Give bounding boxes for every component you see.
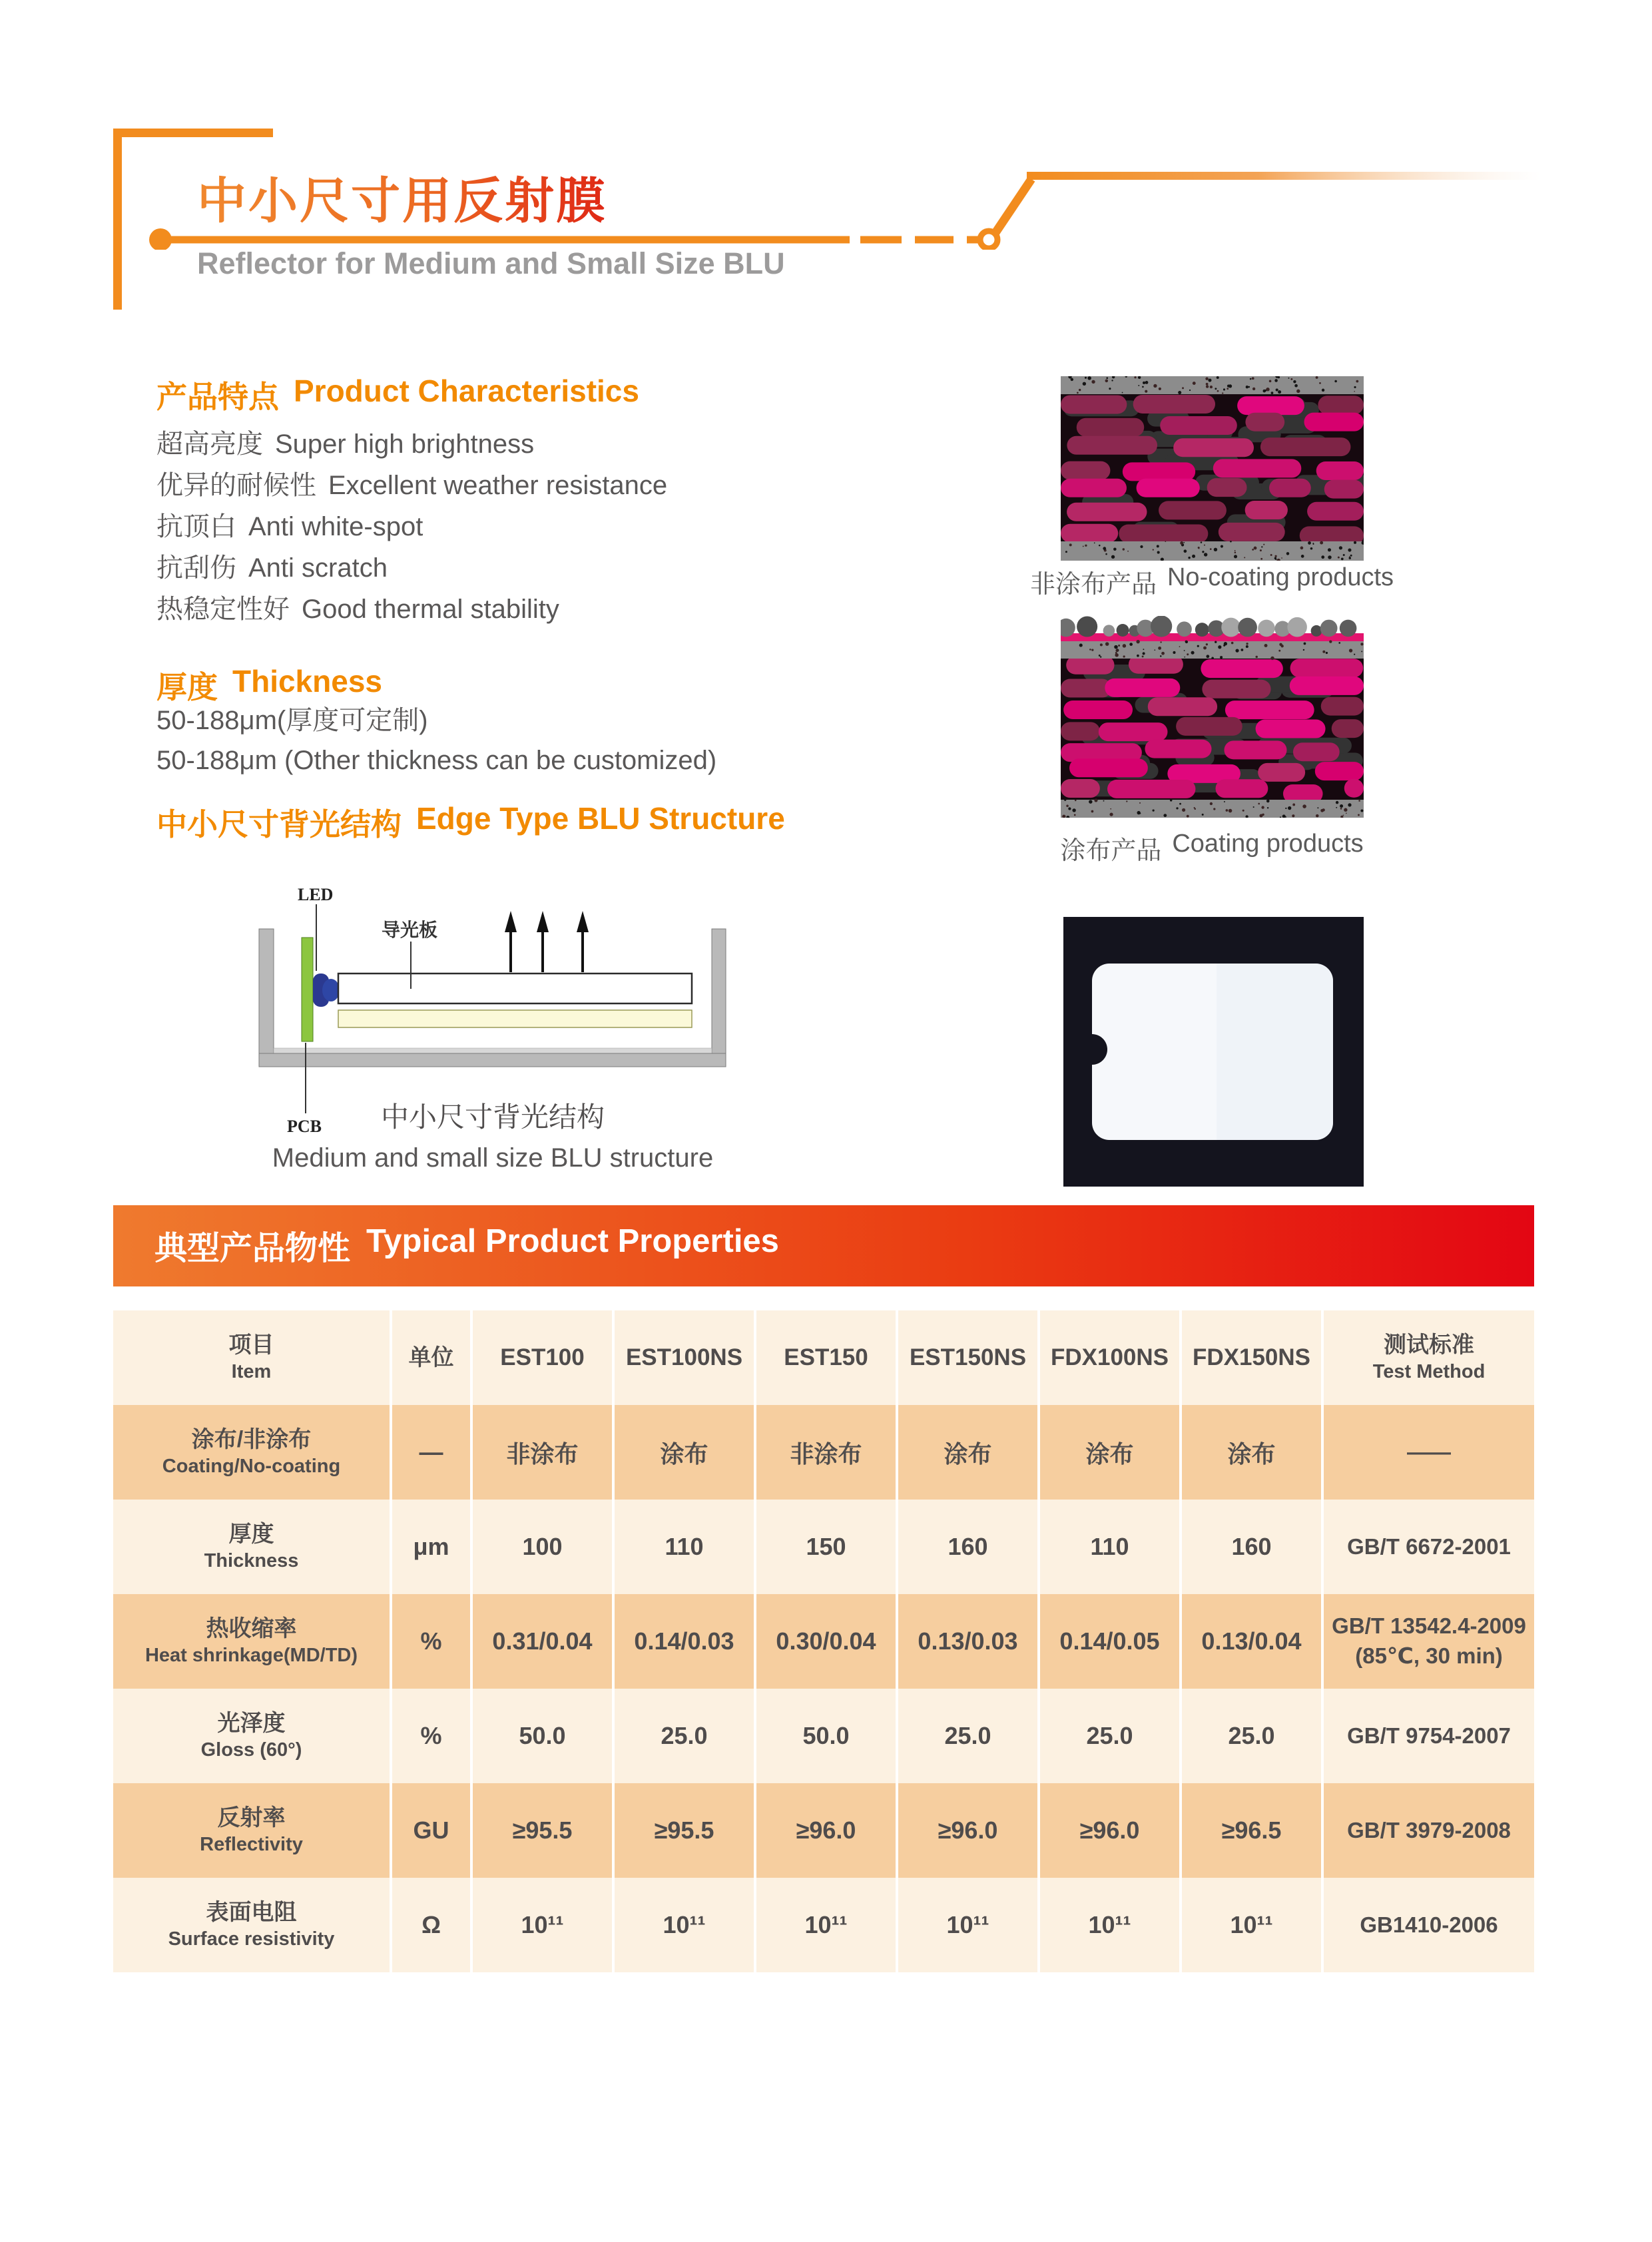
characteristic-item: [156, 423, 667, 465]
section-heading-en: Thickness: [232, 664, 382, 699]
characteristic-item: [156, 589, 667, 630]
typical-properties-table: [113, 1310, 1534, 1972]
page-subtitle: Reflector for Medium and Small Size BLU: [197, 246, 785, 280]
cell-line-primary: FDX150NS: [1192, 1344, 1311, 1370]
row-value: [1040, 1689, 1179, 1783]
row-value: [473, 1594, 612, 1689]
micrograph-no-coating: [1061, 376, 1364, 561]
cell-line-primary: 100: [522, 1533, 563, 1560]
cell-line-primary: %: [420, 1627, 442, 1655]
row-value: [615, 1405, 754, 1500]
row-value: [473, 1689, 612, 1783]
characteristic-en: Super high brightness: [275, 429, 535, 459]
characteristic-item: [156, 465, 667, 506]
cell-line-primary: 150: [806, 1533, 846, 1560]
row-value: [615, 1783, 754, 1878]
column-header-unit: [392, 1310, 470, 1405]
cell-line-primary: ——: [1407, 1439, 1451, 1464]
row-value: [1182, 1500, 1321, 1594]
cell-line-primary: 10¹¹: [663, 1911, 706, 1938]
cell-line-primary: 反射率: [217, 1805, 286, 1831]
diagram-label-lgp: 导光板: [382, 920, 438, 940]
diagram-label-led: LED: [298, 885, 334, 904]
caption-en: Coating products: [1172, 830, 1364, 858]
cell-line-primary: ≥95.5: [512, 1817, 573, 1844]
characteristic-en: Excellent weather resistance: [328, 471, 668, 500]
characteristic-zh: 热稳定性好: [156, 595, 290, 624]
row-value: [756, 1405, 896, 1500]
row-value: [756, 1878, 896, 1972]
cell-line-primary: 0.30/0.04: [776, 1627, 876, 1655]
light-guide-plate: [338, 974, 692, 1003]
cell-line-primary: ≥95.5: [654, 1817, 714, 1844]
header-corner-bar-vertical: [113, 129, 122, 310]
row-unit: [392, 1500, 470, 1594]
cell-line-primary: GU: [413, 1817, 449, 1844]
thickness-line: 50-188μm(厚度可定制): [156, 706, 428, 735]
cell-line-primary: 110: [665, 1533, 704, 1560]
cell-line-primary: 0.13/0.04: [1201, 1627, 1302, 1655]
cell-line-primary: ≥96.0: [1079, 1817, 1140, 1844]
banner-title: [154, 1223, 779, 1269]
row-label: [113, 1500, 390, 1594]
cell-line-primary: 25.0: [1086, 1722, 1133, 1749]
cell-line-primary: 厚度: [228, 1522, 274, 1547]
cell-line-primary: 160: [1231, 1533, 1272, 1560]
row-value: [1040, 1878, 1179, 1972]
cell-line-primary: 110: [1090, 1533, 1129, 1560]
cell-line-primary: 涂布: [1085, 1440, 1134, 1468]
cell-line-primary: 涂布: [1227, 1440, 1276, 1468]
cell-line-primary: 50.0: [802, 1722, 850, 1749]
column-header-product: [615, 1310, 754, 1405]
row-value: [1182, 1405, 1321, 1500]
column-header-product: [756, 1310, 896, 1405]
row-value: [756, 1689, 896, 1783]
row-value: [1182, 1689, 1321, 1783]
cell-line-primary: 0.14/0.05: [1059, 1627, 1160, 1655]
cell-line-secondary: Reflectivity: [200, 1834, 303, 1856]
cell-line-primary: 10¹¹: [1230, 1911, 1273, 1938]
row-value: [1040, 1405, 1179, 1500]
cell-line-secondary: Surface resistivity: [168, 1928, 335, 1950]
characteristic-item: [156, 506, 667, 547]
cell-line-primary: 涂布: [660, 1440, 708, 1468]
row-unit: [392, 1878, 470, 1972]
column-header-product: [898, 1310, 1037, 1405]
cell-line-primary: 10¹¹: [1088, 1911, 1131, 1938]
column-header-test: [1324, 1310, 1534, 1405]
row-value: [473, 1500, 612, 1594]
column-header-item: [113, 1310, 390, 1405]
row-label: [113, 1783, 390, 1878]
characteristic-zh: 抗顶白: [156, 512, 236, 541]
row-unit: [392, 1594, 470, 1689]
row-test-method: [1324, 1689, 1534, 1783]
row-label: [113, 1594, 390, 1689]
characteristic-zh: 抗刮伤: [156, 553, 236, 583]
row-value: [1040, 1783, 1179, 1878]
light-arrows-icon: [511, 930, 583, 972]
cell-line-primary: EST150: [784, 1344, 868, 1370]
column-header-product: [473, 1310, 612, 1405]
characteristic-zh: 超高亮度: [156, 429, 263, 459]
row-value: [615, 1594, 754, 1689]
caption-zh: 非涂布产品: [1029, 571, 1157, 599]
reflector-film-photo: [1063, 917, 1364, 1187]
blu-structure-caption: [260, 1095, 726, 1173]
cell-line-primary: %: [420, 1722, 442, 1749]
cell-line-primary: ≥96.0: [938, 1817, 998, 1844]
cell-line-primary: 25.0: [661, 1722, 708, 1749]
row-test-method: [1324, 1594, 1534, 1689]
cell-line-primary: 10¹¹: [804, 1911, 848, 1938]
header-divider-decoration: [148, 166, 1541, 250]
row-value: [898, 1594, 1037, 1689]
pcb-bar: [302, 938, 313, 1041]
cell-line-primary: 非涂布: [506, 1440, 579, 1468]
row-value: [473, 1878, 612, 1972]
row-label: [113, 1878, 390, 1972]
cell-line-primary: GB/T 3979-2008: [1347, 1817, 1511, 1842]
cell-line-primary: —: [419, 1438, 443, 1466]
row-value: [1182, 1783, 1321, 1878]
cell-line-secondary: Thickness: [204, 1550, 299, 1572]
cell-line-primary: ≥96.0: [796, 1817, 856, 1844]
row-value: [1040, 1500, 1179, 1594]
caption-zh: 涂布产品: [1060, 837, 1162, 865]
banner-title-zh: 典型产品物性: [154, 1231, 351, 1266]
section-heading-blu-structure: [156, 800, 785, 844]
cell-line-secondary: (85℃, 30 min): [1355, 1643, 1503, 1668]
cell-line-secondary: Coating/No-coating: [162, 1456, 341, 1478]
row-value: [756, 1500, 896, 1594]
cell-line-primary: 0.13/0.03: [918, 1627, 1018, 1655]
cell-line-primary: 涂布/非涂布: [191, 1427, 312, 1453]
characteristic-zh: 优异的耐候性: [156, 471, 316, 500]
section-heading-zh: 厚度: [156, 670, 218, 704]
cell-line-primary: 热收缩率: [206, 1616, 297, 1642]
diagram-label-pcb: PCB: [287, 1117, 322, 1136]
thickness-line: 50-188μm (Other thickness can be customized): [156, 746, 717, 775]
cell-line-secondary: Test Method: [1372, 1361, 1486, 1383]
row-value: [1182, 1878, 1321, 1972]
characteristic-item: [156, 547, 667, 589]
row-value: [756, 1783, 896, 1878]
row-value: [756, 1594, 896, 1689]
row-label: [113, 1405, 390, 1500]
characteristic-en: Good thermal stability: [302, 595, 559, 624]
row-unit: [392, 1689, 470, 1783]
row-test-method: [1324, 1878, 1534, 1972]
row-value: [615, 1500, 754, 1594]
row-value: [615, 1878, 754, 1972]
cell-line-primary: 160: [948, 1533, 988, 1560]
cell-line-primary: 测试标准: [1384, 1332, 1474, 1358]
column-header-product: [1040, 1310, 1179, 1405]
cell-line-primary: 非涂布: [790, 1440, 862, 1468]
cell-line-secondary: Heat shrinkage(MD/TD): [144, 1645, 358, 1667]
caption-zh: 中小尺寸背光结构: [380, 1101, 605, 1133]
section-heading-en: Edge Type BLU Structure: [416, 801, 785, 836]
characteristic-en: Anti scratch: [248, 553, 388, 583]
typical-properties-banner: [113, 1205, 1534, 1286]
characteristics-list: [156, 423, 667, 630]
row-value: [473, 1405, 612, 1500]
row-test-method: [1324, 1783, 1534, 1878]
cell-line-primary: FDX100NS: [1050, 1344, 1169, 1370]
column-header-product: [1182, 1310, 1321, 1405]
cell-line-primary: GB/T 9754-2007: [1347, 1723, 1511, 1748]
cell-line-primary: EST100NS: [625, 1344, 743, 1370]
row-value: [1040, 1594, 1179, 1689]
row-value: [898, 1878, 1037, 1972]
cell-line-primary: Ω: [421, 1911, 441, 1938]
cell-line-primary: 项目: [228, 1332, 274, 1358]
row-test-method: [1324, 1405, 1534, 1500]
reflector-sheet: [338, 1010, 692, 1027]
section-heading-characteristics: [156, 373, 639, 417]
cell-line-primary: ≥96.5: [1221, 1817, 1282, 1844]
cell-line-primary: 单位: [408, 1344, 454, 1370]
row-value: [473, 1783, 612, 1878]
coating-caption: [999, 830, 1425, 866]
thickness-lines: [156, 701, 716, 780]
cell-line-primary: 表面电阻: [206, 1900, 297, 1926]
cell-line-primary: EST150NS: [909, 1344, 1027, 1370]
cell-line-primary: GB/T 6672-2001: [1347, 1534, 1511, 1559]
row-label: [113, 1689, 390, 1783]
no-coating-caption: [999, 563, 1425, 600]
cell-line-secondary: Item: [231, 1361, 272, 1383]
cell-line-primary: 涂布: [944, 1440, 992, 1468]
cell-line-primary: μm: [413, 1533, 449, 1560]
row-unit: [392, 1405, 470, 1500]
cell-line-primary: 光泽度: [217, 1711, 286, 1737]
row-value: [1182, 1594, 1321, 1689]
row-value: [898, 1405, 1037, 1500]
cell-line-primary: 0.31/0.04: [492, 1627, 593, 1655]
micrograph-coating: [1061, 616, 1364, 818]
cell-line-primary: EST100: [500, 1344, 585, 1370]
cell-line-primary: 10¹¹: [946, 1911, 989, 1938]
cell-line-primary: 0.14/0.03: [634, 1627, 734, 1655]
section-heading-zh: 产品特点: [156, 380, 279, 414]
cell-line-primary: GB1410-2006: [1360, 1912, 1498, 1937]
cell-line-primary: GB/T 13542.4-2009: [1332, 1613, 1526, 1639]
cell-line-primary: 50.0: [519, 1722, 566, 1749]
row-value: [615, 1689, 754, 1783]
caption-en: Medium and small size BLU structure: [272, 1143, 714, 1173]
row-value: [898, 1500, 1037, 1594]
cell-line-primary: 25.0: [1228, 1722, 1275, 1749]
section-heading-en: Product Characteristics: [294, 374, 639, 408]
row-unit: [392, 1783, 470, 1878]
header-corner-bar-horizontal: [113, 129, 273, 137]
row-value: [898, 1783, 1037, 1878]
cell-line-primary: 25.0: [944, 1722, 991, 1749]
banner-title-en: Typical Product Properties: [366, 1223, 779, 1259]
caption-en: No-coating products: [1167, 563, 1394, 591]
row-test-method: [1324, 1500, 1534, 1594]
characteristic-en: Anti white-spot: [248, 512, 423, 541]
cell-line-primary: 10¹¹: [521, 1911, 564, 1938]
section-heading-zh: 中小尺寸背光结构: [156, 807, 402, 842]
page-title: 中小尺寸用反射膜: [197, 162, 607, 232]
row-value: [898, 1689, 1037, 1783]
cell-line-secondary: Gloss (60°): [200, 1739, 302, 1761]
